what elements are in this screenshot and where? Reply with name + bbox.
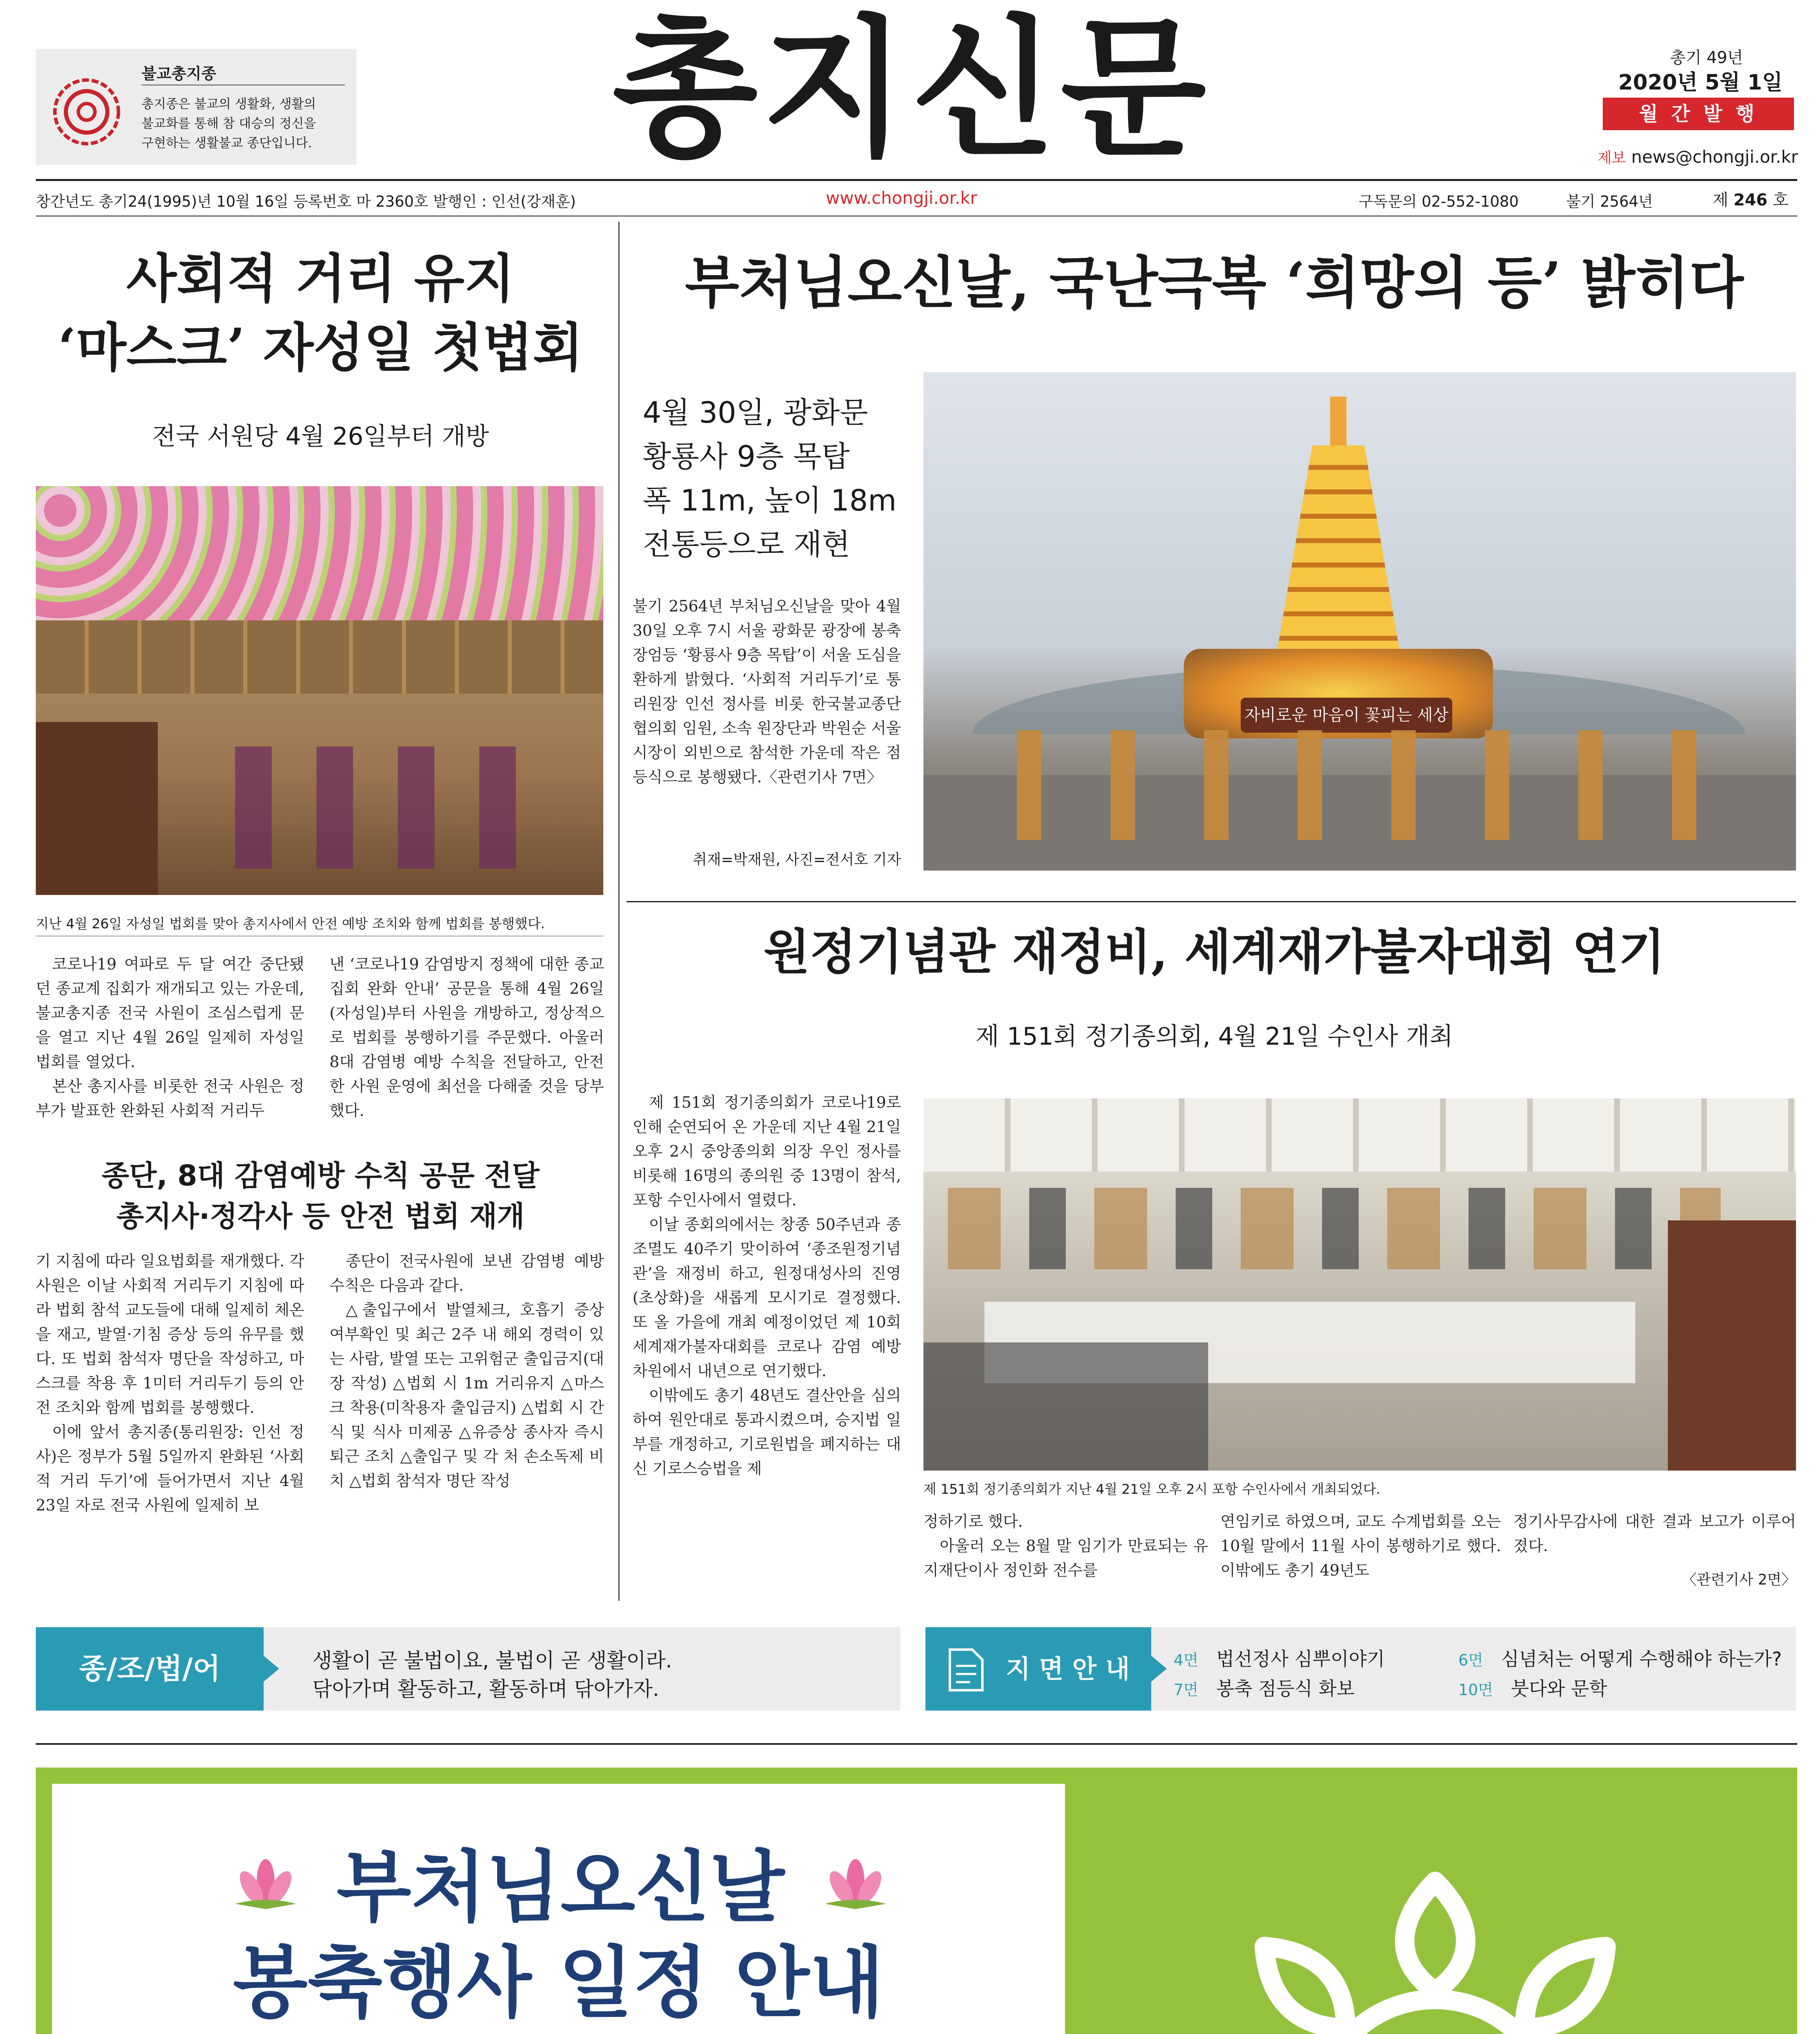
motto-label: 종/조/법/어 [36,1627,264,1711]
guide-item[interactable]: 6면 심념처는 어떻게 수행해야 하는가? [1458,1648,1782,1670]
pagoda-lantern-photo [923,372,1796,871]
website-link[interactable]: www.chongji.or.kr [826,188,977,208]
top-headline: 부처님오신날, 국난극복 ‘희망의 등’ 밝히다 [685,249,1744,316]
ad-white-panel [52,1784,1065,2034]
guide-item[interactable]: 10면 붓다와 문학 [1458,1678,1607,1700]
left-col2: 낸 ‘코로나19 감염방지 정책에 대한 종교집회 완화 안내’ 공문을 통해 4월 26일(자성일)부터 사원을 개방하고, 정상적으로 법회를 봉행하기를 주문했다. 아울러 8대 감염병 예방 수칙을 전달하고, 안전한 사원 운영에 최선을 다해줄 것을 당부했다. [330,955,604,1120]
brand-box-name: 불교총지종 [142,65,216,83]
motto-line: 생활이 곧 불법이요, 불법이 곧 생활이라. [312,1649,672,1672]
photo-banner-text: 자비로운 마음이 꽃피는 세상 [1244,706,1449,725]
large-lotus-emblem-icon [1142,1857,1728,2034]
brand-box-line: 불교화를 통해 참 대승의 정신을 [142,116,316,131]
mid-col2: 정하기로 했다. 아울러 오는 8월 말 임기가 만료되는 유지재단이사 정인화 전수를 [923,1512,1208,1579]
mid-col3: 연임키로 하였으며, 교도 수계법회를 오는 10월 말에서 11월 사이 봉행하기로 했다. 이밖에도 총기 49년도 [1220,1512,1501,1579]
tip-line [1546,146,1798,167]
chongji-emblem-icon [52,77,121,146]
brand-box-line: 총지종은 불교의 생활화, 생활의 [142,97,316,111]
newspaper-title: 총지신문 [612,2,1210,177]
frequency-badge: 월 간 발 행 [1603,98,1794,130]
top-credit: 취재=박재원, 사진=전서호 기자 [693,851,901,868]
tip-email[interactable]: news@chongji.or.kr [1631,147,1798,167]
left-sub-headline: 종단, 8대 감염예방 수칙 공문 전달 총지사·정각사 등 안전 법회 재개 [101,1159,540,1233]
issue-date: 2020년 5월 1일 [1618,70,1783,95]
buddhist-year: 불기 2564년 [1566,193,1653,210]
guide-item[interactable]: 7면 봉축 점등식 화보 [1174,1678,1355,1700]
assembly-meeting-photo [923,1098,1796,1471]
lotus-icon [821,1857,890,1910]
left-photo-caption: 지난 4월 26일 자성일 법회를 맞아 총지사에서 안전 예방 조치와 함께 법회를 봉행했다. [36,916,545,932]
document-icon [948,1648,984,1692]
left-col3: 기 지침에 따라 일요법회를 재개했다. 각 사원은 이날 사회적 거리두기 지침에 따라 법회 참석 교도들에 대해 일제히 체온을 재고, 발열·기침 증상 등의 유무를 했다. 또 법회 참석자 명단을 작성하고, 마스크를 착용 후 1미터 거리두기 등의 안전 조치와 함께 법회를 봉행했다. 이에 앞서 총지종(통리원장: 인선 정사)은 정부가 5월 5일까지 완화된 ‘사회적 거리 두기’에 들어가면서 지난 4월 23일 자로 전국 사원에 일제히 보 [36,1252,304,1514]
advertisement [36,1768,1797,2034]
mid-related: 〈관련기사 2면〉 [1682,1571,1796,1588]
mid-headline: 원정기념관 재정비, 세계재가불자대회 연기 [763,923,1665,980]
issue-number: 제 246 호 [1713,191,1789,210]
dharma-assembly-photo [36,486,603,895]
ad-subtitle: 봉축행사 일정 안내 [233,1938,884,2028]
left-col4: 종단이 전국사원에 보낸 감염병 예방수칙은 다음과 같다. △출입구에서 발열체크, 호흡기 증상 여부확인 및 최근 2주 내 해외 경력이 있는 사람, 발열 또는 고위험군 출입금지(대장 작성) △법회 시 1m 거리유지 △마스크 착용(미착용자 출입금지) △법회 시 간식 및 식사 미제공 △유증상 종사자 즉시 퇴근 조치 △출입구 및 각 처 손소독제 비치 △법회 참석자 명단 작성 [330,1252,604,1490]
ad-title: 부처님오신날 [336,1842,785,1932]
mid-subhead: 제 151회 정기종의회, 4월 21일 수인사 개최 [975,1022,1453,1051]
lotus-icon [231,1857,300,1910]
brand-box [36,49,356,165]
brand-box-line: 구현하는 생활불교 종단입니다. [142,136,312,151]
mid-photo-caption: 제 151회 정기종의회가 지난 4월 21일 오후 2시 포항 수인사에서 개최되었다. [923,1481,1381,1497]
guide-item[interactable]: 4면 법선정사 심뿌이야기 [1174,1648,1385,1670]
publication-info: 창간년도 총기24(1995)년 10월 16일 등록번호 마 2360호 발행인 : 인선(강재훈) [36,193,576,210]
mid-col4: 정기사무감사에 대한 결과 보고가 이루어졌다. [1513,1512,1796,1555]
issue-year: 총기 49년 [1670,48,1743,67]
top-body: 불기 2564년 부처님오신날을 맞아 4월 30일 오후 7시 서울 광화문 광장에 봉축 장엄등 ‘황룡사 9층 목탑’이 서울 도심을 환하게 밝혔다. ‘사회적 거리두기’로 통리원장 인선 정사를 비롯 한국불교종단협의회 임원, 소속 원장단과 박원순 서울시장이 외빈으로 참석한 가운데 작은 점등식으로 봉행됐다.〈관련기사 7면〉 [633,597,901,786]
top-deck: 4월 30일, 광화문 황룡사 9층 목탑 폭 11m, 높이 18m 전통등으로 재현 [643,395,897,561]
guide-label: 지 면 안 내 [1006,1654,1130,1684]
mid-col1: 제 151회 정기종의회가 코로나19로 인해 순연되어 온 가운데 지난 4월 21일 오후 2시 중앙종의회 의장 우인 정사를 비롯해 16명의 종의원 중 13명이 참석, 포항 수인사에서 열렸다. 이날 종회의에서는 창종 50주년과 종조멸도 40주기 맞이하여 ‘종조원정기념관’을 재정비 하고, 원정대성사의 진영(초상화)을 새롭게 모시기로 결정했다. 또 올 가을에 개최 예정이었던 제 10회 세계재가불자대회를 코로나 감염 예방 차원에서 내년으로 연기했다. 이밖에도 총기 48년도 결산안을 심의하여 원안대로 통과시켰으며, 승지법 일부를 개정하고, 기로원법을 폐지하는 대신 기로스승법을 제 [633,1093,901,1477]
left-headline: 사회적 거리 유지 ‘마스크’ 자성일 첫법회 [58,248,583,378]
motto-line: 닦아가며 활동하고, 활동하며 닦아가자. [312,1677,659,1701]
left-subhead: 전국 서원당 4월 26일부터 개방 [152,422,489,451]
left-col1: 코로나19 여파로 두 달 여간 중단됐던 종교계 집회가 재개되고 있는 가운데, 불교총지종 전국 사원이 조심스럽게 문을 열고 지난 4월 26일 일제히 자성일 법회를 열었다. 본산 총지사를 비롯한 전국 사원은 정부가 발표한 완화된 사회적 거리두 [36,955,304,1120]
subscription-info: 구독문의 02-552-1080 [1359,193,1519,210]
tip-label: 제보 [1597,150,1626,166]
motto-box [36,1627,900,1711]
guide-box [925,1627,1796,1711]
